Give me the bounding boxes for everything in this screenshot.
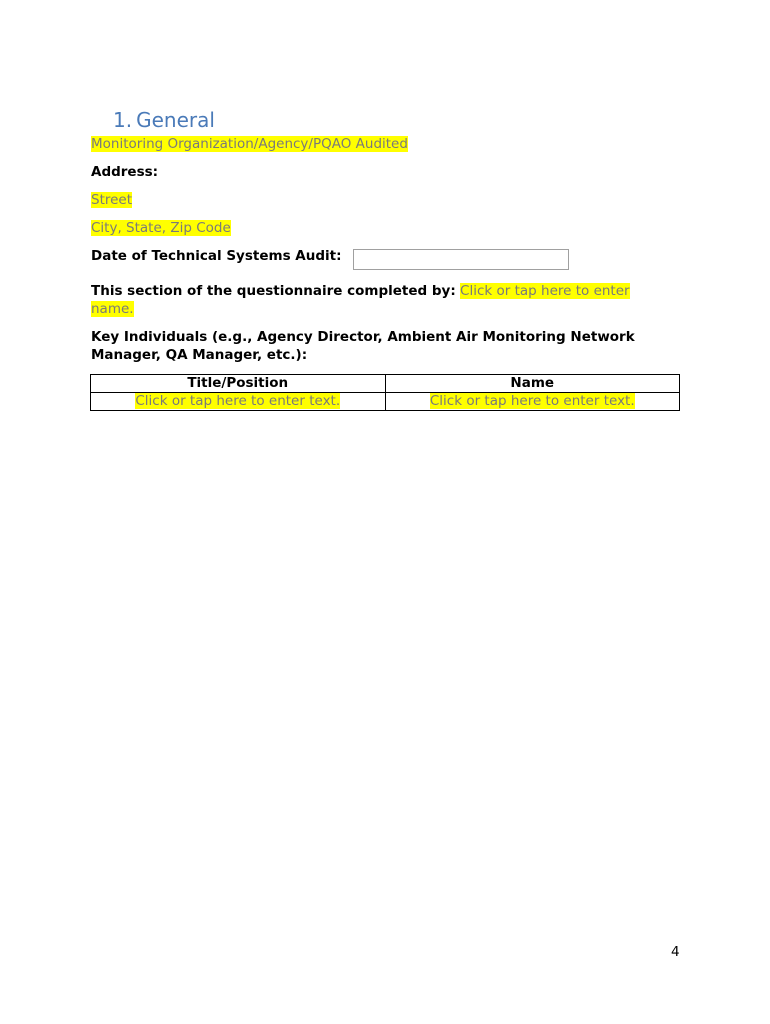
city-line	[91, 219, 231, 237]
org-placeholder-field[interactable]: Monitoring Organization/Agency/PQAO Audited	[91, 136, 408, 152]
completed-by-placeholder-field[interactable]: Click or tap here to enter	[460, 283, 630, 299]
completed-by-line	[91, 282, 630, 300]
name-placeholder-field[interactable]: Click or tap here to enter text.	[429, 393, 635, 409]
title-placeholder-field[interactable]: Click or tap here to enter text.	[135, 393, 341, 409]
page-number: 4	[671, 944, 680, 960]
street-placeholder-field[interactable]: Street	[91, 192, 133, 208]
key-individuals-table	[90, 374, 680, 411]
header-title-position: Title/Position	[91, 375, 386, 393]
table-cell-title	[91, 393, 386, 411]
key-individuals-label-line1: Key Individuals (e.g., Agency Director, Ambient Air Monitoring Network	[91, 329, 635, 345]
table-row	[91, 393, 680, 411]
completed-by-label: This section of the questionnaire completed by:	[91, 283, 456, 299]
completed-by-line-2	[91, 300, 134, 318]
table-cell-name	[385, 393, 680, 411]
address-label: Address:	[91, 164, 159, 180]
date-label: Date of Technical Systems Audit:	[91, 248, 342, 264]
header-name: Name	[385, 375, 680, 393]
completed-by-placeholder-continuation[interactable]: name.	[91, 301, 134, 317]
table-header-row	[91, 375, 680, 393]
section-heading	[113, 108, 215, 132]
org-line	[91, 135, 408, 153]
key-individuals-label-line2: Manager, QA Manager, etc.):	[91, 347, 308, 363]
date-input[interactable]	[353, 249, 569, 270]
city-placeholder-field[interactable]: City, State, Zip Code	[91, 220, 231, 236]
street-line	[91, 191, 132, 209]
section-title: General	[136, 108, 215, 132]
section-number: 1.	[113, 108, 133, 132]
